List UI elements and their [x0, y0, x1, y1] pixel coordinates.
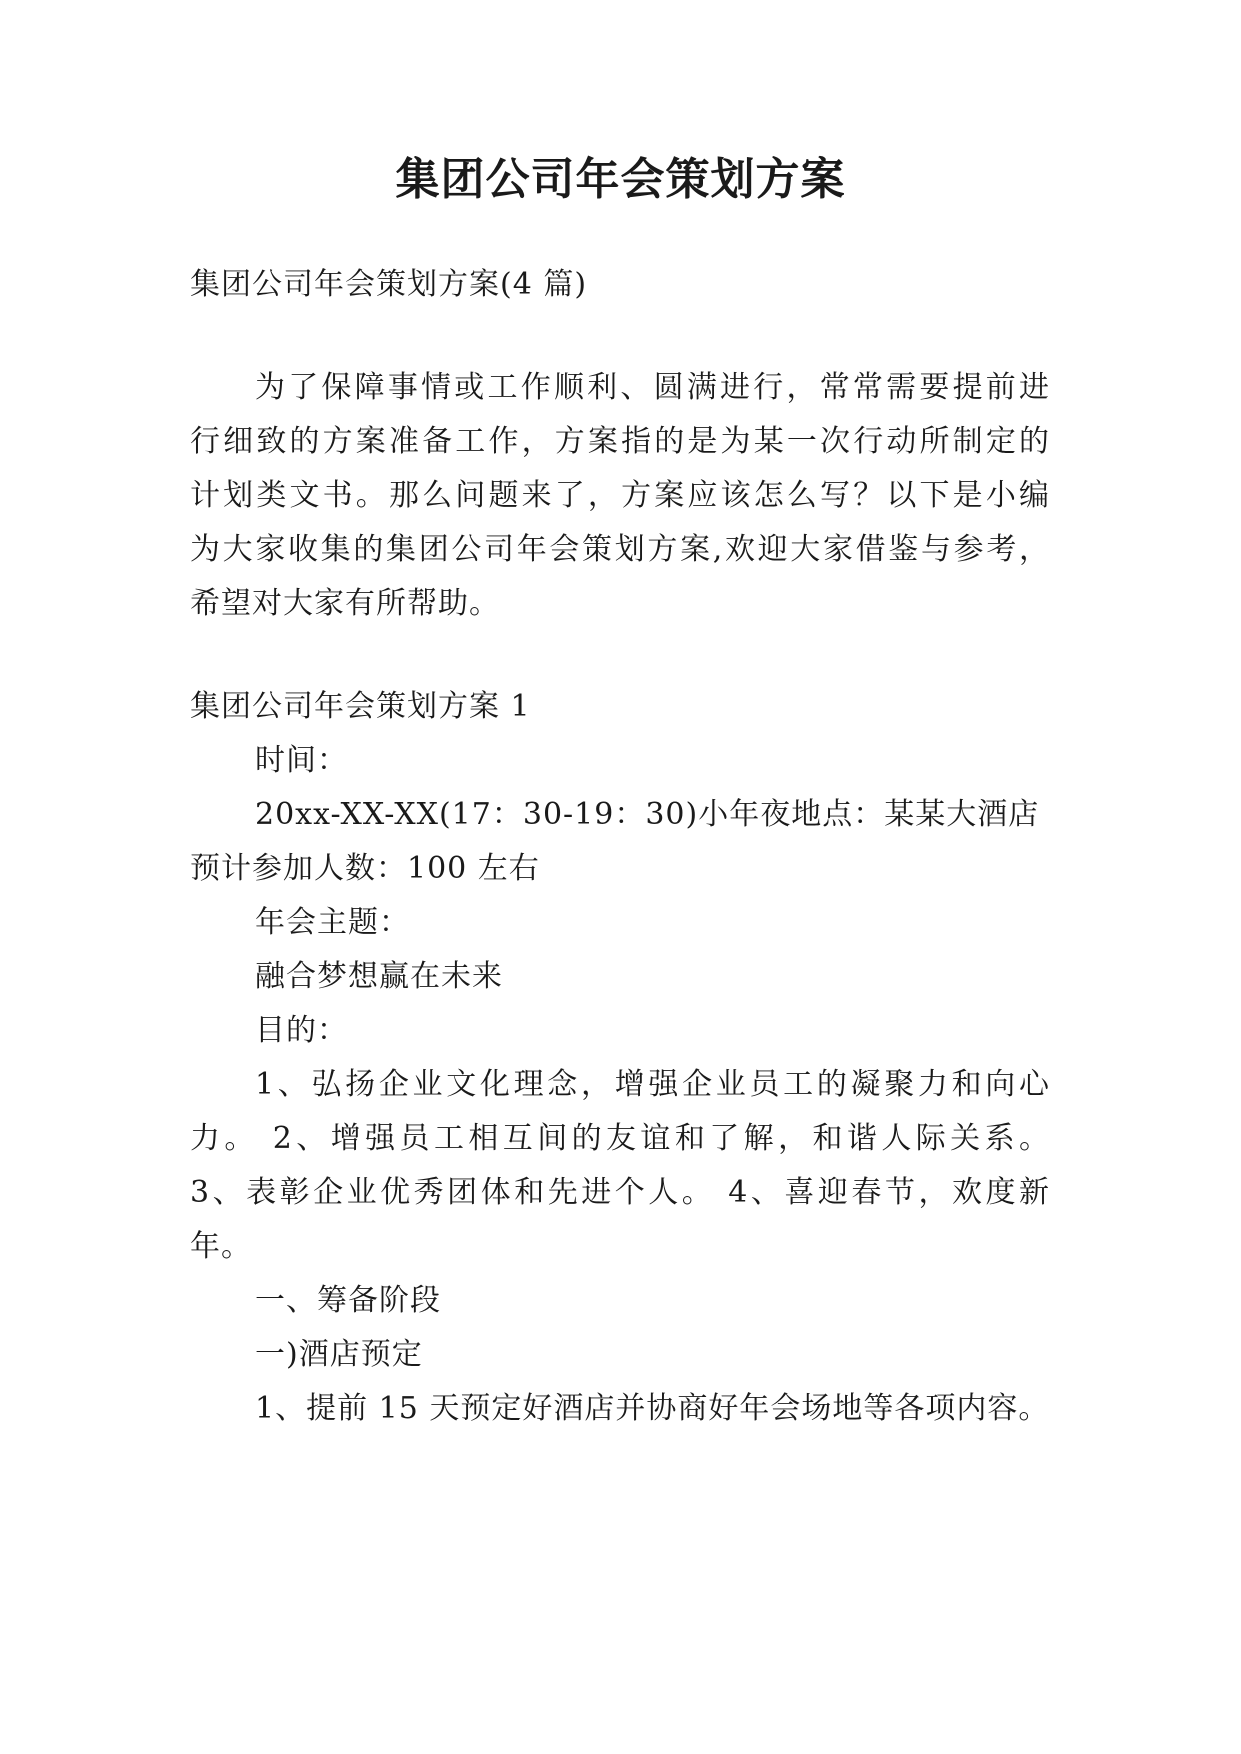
time-line: 20xx-XX-XX(17：30-19：30)小年夜地点：某某大酒店 [255, 797, 1040, 832]
purpose-line: 3、表彰企业优秀团体和先进个人。 4、喜迎春节，欢度新 [190, 1175, 1050, 1210]
intro-line: 计划类文书。那么问题来了，方案应该怎么写？以下是小编 [190, 478, 1050, 513]
intro-line: 希望对大家有所帮助。 [190, 586, 500, 621]
theme-value: 融合梦想赢在未来 [255, 959, 503, 994]
theme-label: 年会主题： [255, 905, 410, 940]
section-heading: 集团公司年会策划方案 1 [190, 689, 531, 724]
sub-heading: 一)酒店预定 [255, 1337, 423, 1372]
list-item: 1、提前 15 天预定好酒店并协商好年会场地等各项内容。 [255, 1391, 1050, 1426]
time-label: 时间： [255, 743, 348, 778]
purpose-line: 力。 2、增强员工相互间的友谊和了解，和谐人际关系。 [190, 1121, 1050, 1156]
purpose-line: 年。 [190, 1229, 252, 1264]
stage-heading: 一、筹备阶段 [255, 1283, 441, 1318]
purpose-label: 目的： [255, 1013, 348, 1048]
intro-line: 为大家收集的集团公司年会策划方案,欢迎大家借鉴与参考， [190, 532, 1050, 567]
document-subtitle: 集团公司年会策划方案(4 篇) [190, 267, 588, 302]
intro-line: 行细致的方案准备工作，方案指的是为某一次行动所制定的 [190, 424, 1050, 459]
attendance-line: 预计参加人数：100 左右 [190, 851, 540, 886]
document-title: 集团公司年会策划方案 [395, 154, 846, 205]
purpose-line: 1、弘扬企业文化理念，增强企业员工的凝聚力和向心 [255, 1067, 1050, 1102]
intro-line: 为了保障事情或工作顺利、圆满进行，常常需要提前进 [255, 370, 1050, 405]
